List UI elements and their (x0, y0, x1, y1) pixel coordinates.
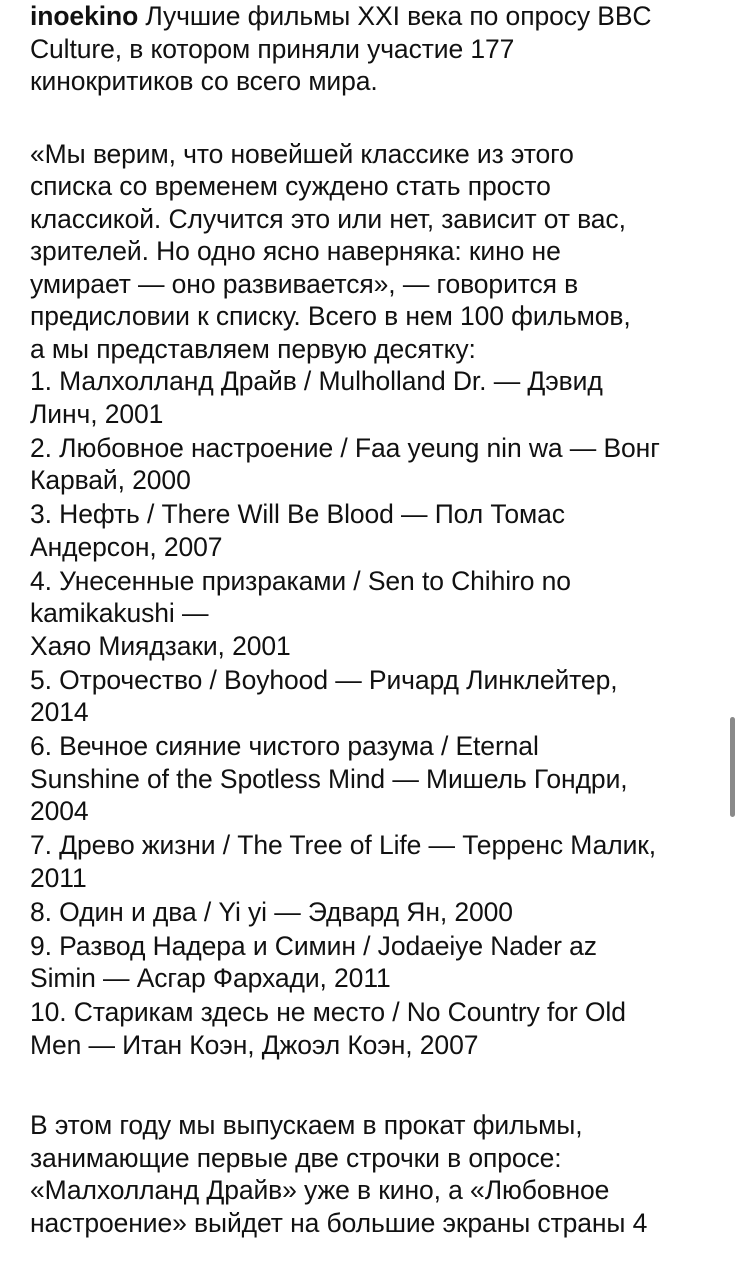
list-item: 1. Малхолланд Драйв / Mulholland Dr. — Дэвид Линч, 2001 (30, 366, 603, 429)
caption-intro-text: Лучшие фильмы XXI века по опросу BBC Culture, в котором приняли участие 177 кинокритиков со всего мира. (30, 1, 652, 96)
list-item: 8. Один и два / Yi yi — Эдвард Ян, 2000 (30, 896, 513, 927)
list-item: 4. Унесенные призраками / Sen to Chihiro no kamikakushi — Хаяо Миядзаки, 2001 (30, 565, 571, 661)
list-item: 9. Развод Надера и Симин / Jodaeiye Nader az Simin — Асгар Фархади, 2011 (30, 930, 597, 993)
caption-quote-paragraph: «Мы верим, что новейшей классике из этого списка со временем суждено стать просто классикой. Случится это или нет, зависит от вас, зрителей. Но одно ясно наверняка: кино не умирает — оно развивается», — говорится в предисловии к списку. Всего в нем 100 фильмов, а мы представляем первую десятку: (30, 138, 631, 364)
list-item: 3. Нефть / There Will Be Blood — Пол Томас Андерсон, 2007 (30, 499, 565, 562)
movie-list (30, 365, 720, 1061)
list-item: 7. Древо жизни / The Tree of Life — Терренс Малик, 2011 (30, 830, 657, 893)
caption-intro-paragraph (30, 0, 720, 98)
list-item: 2. Любовное настроение / Faa yeung nin wa — Вонг Карвай, 2000 (30, 432, 660, 495)
list-item: 6. Вечное сияние чистого разума / Eternal Sunshine of the Spotless Mind — Мишель Гондри, 2004 (30, 731, 628, 826)
username-link[interactable]: inoekino (30, 1, 139, 31)
caption-outro-paragraph: В этом году мы выпускаем в прокат фильмы, занимающие первые две строчки в опросе: «Малхолланд Драйв» уже в кино, а «Любовное настроение» выйдет на большие экраны страны 4 (30, 1110, 648, 1238)
list-item: 10. Старикам здесь не место / No Country for Old Men — Итан Коэн, Джоэл Коэн, 2007 (30, 997, 626, 1060)
post-caption (30, 0, 720, 1239)
list-item: 5. Отрочество / Boyhood — Ричард Линклейтер, 2014 (30, 664, 618, 727)
scrollbar[interactable] (730, 717, 735, 817)
